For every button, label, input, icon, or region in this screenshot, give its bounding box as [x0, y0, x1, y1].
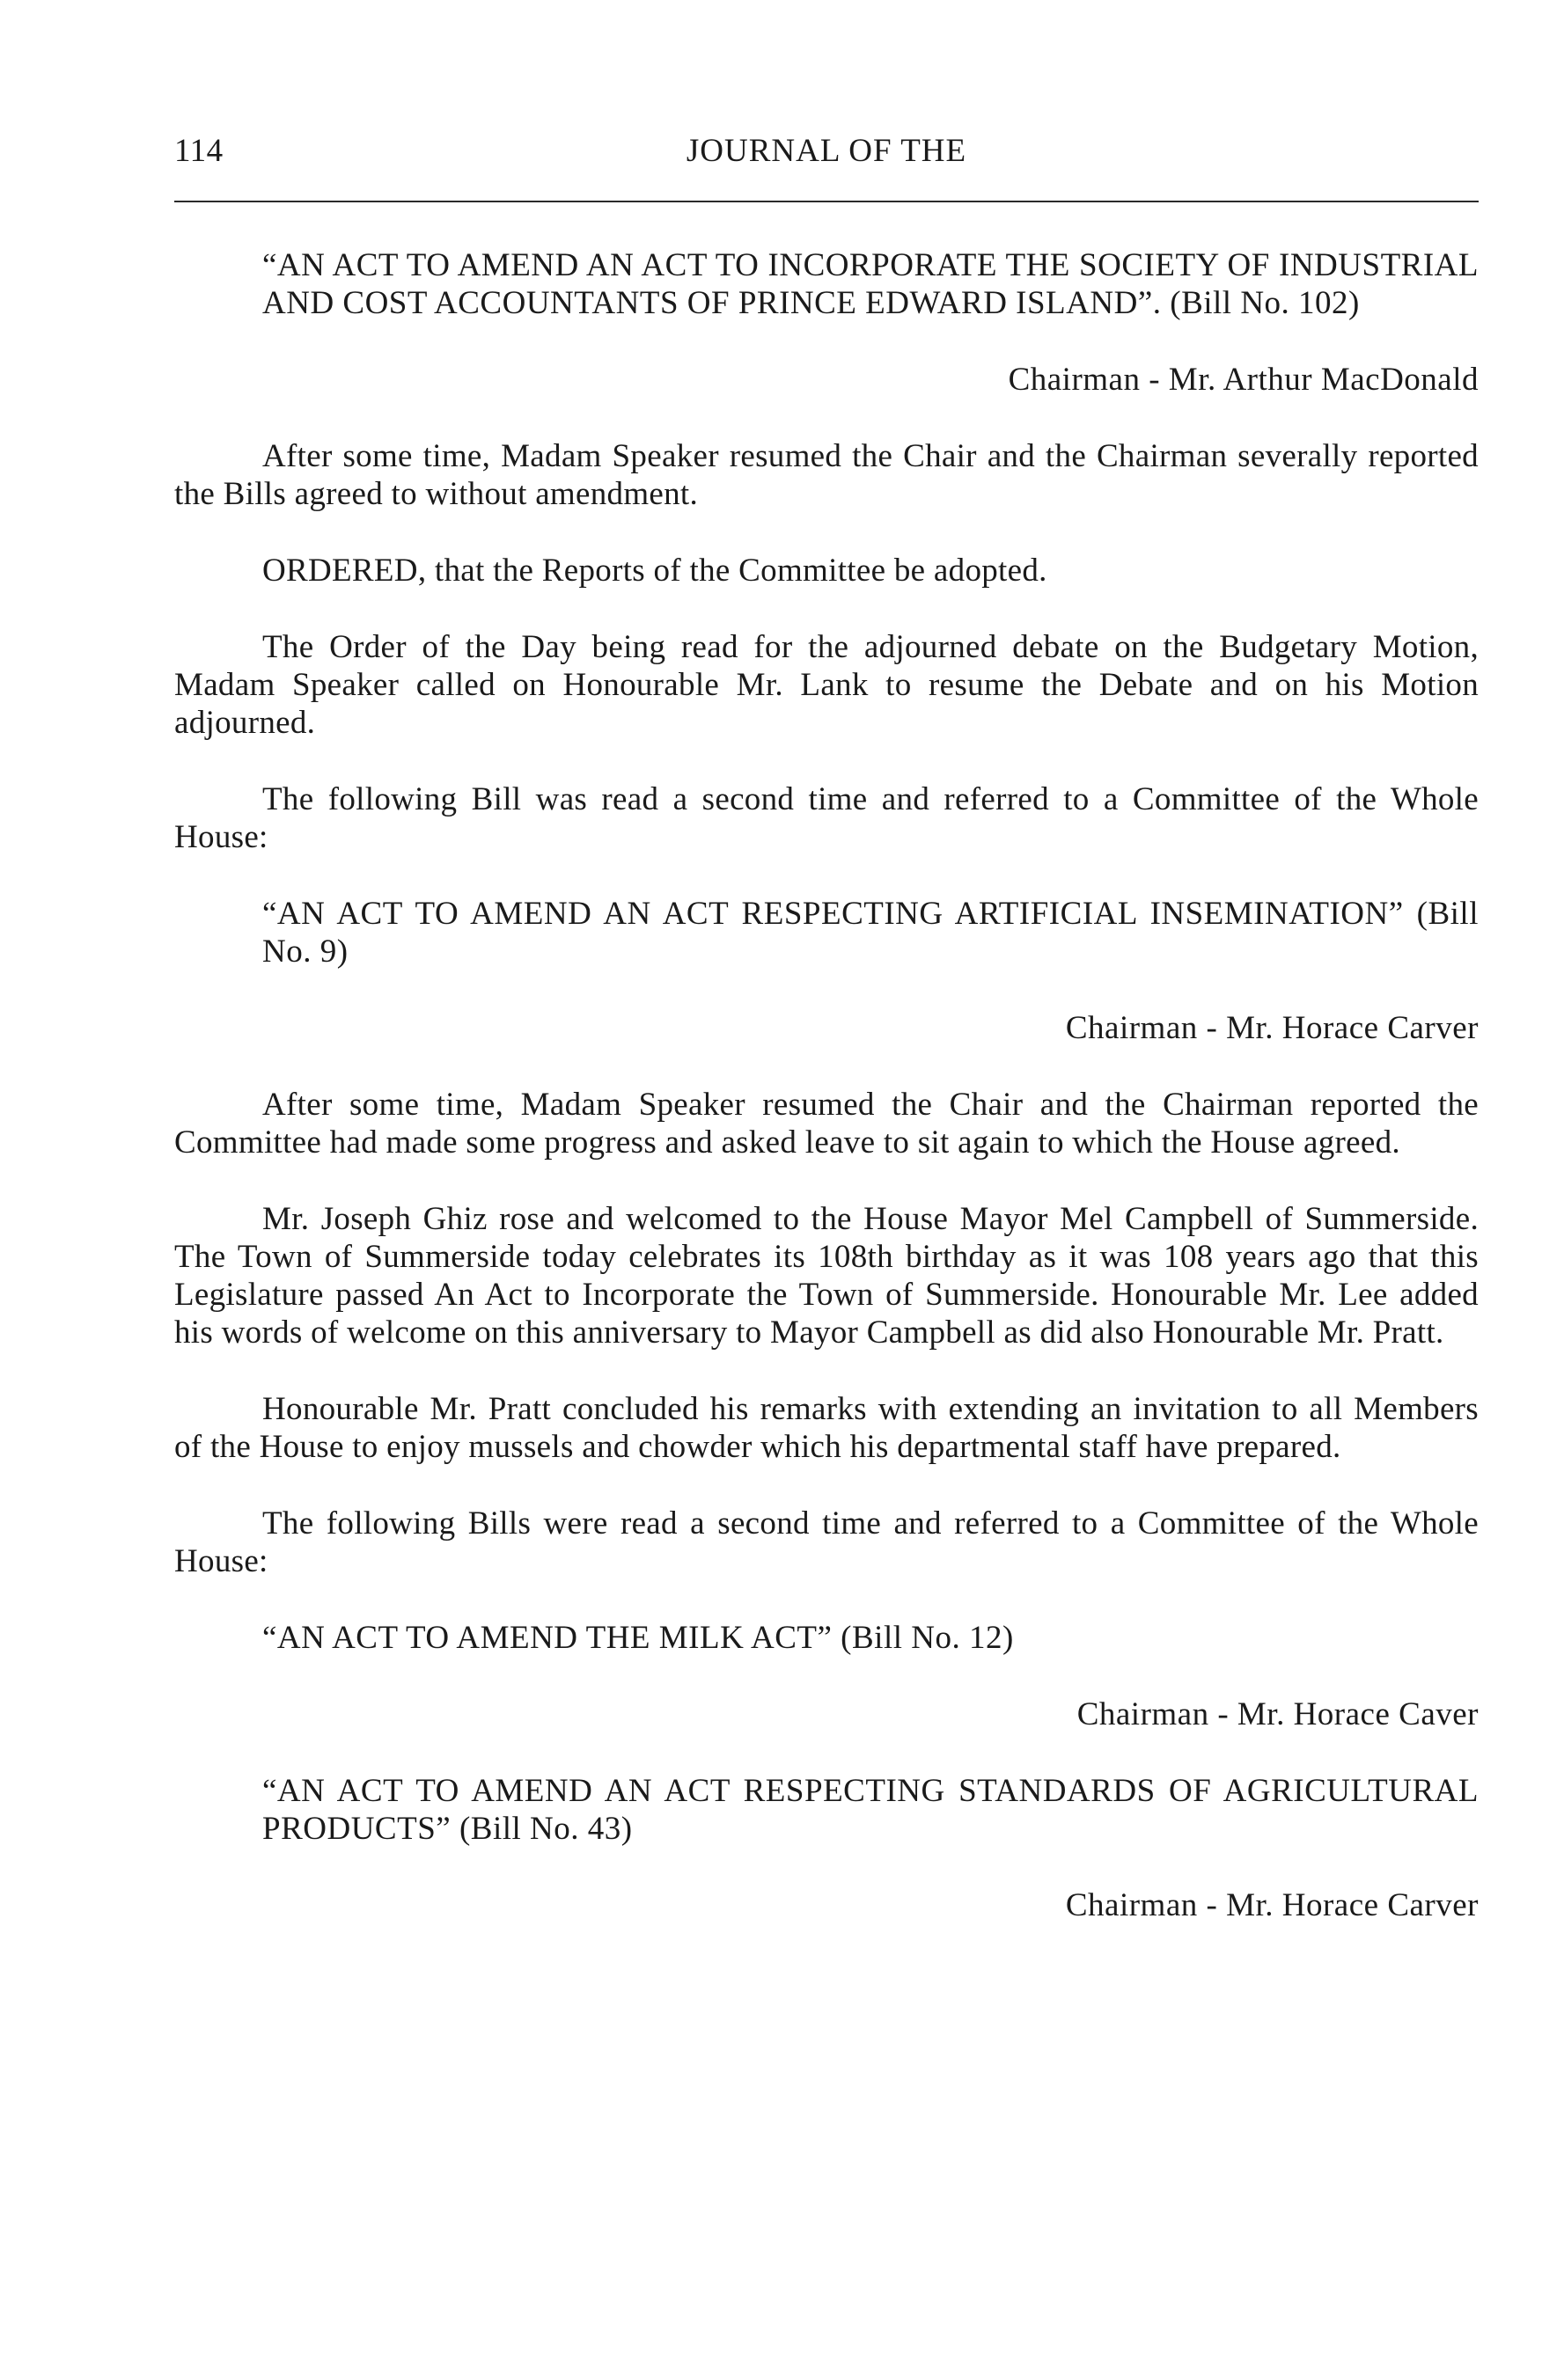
paragraph: The Order of the Day being read for the adjourned debate on the Budgetary Motion, Madam Speaker called on Honourable Mr. Lank to resume the Debate and on his Motion adjourned. — [174, 629, 1479, 741]
paragraph: After some time, Madam Speaker resumed the Chair and the Chairman reported the Committee had made some progress and asked leave to sit again to which the House agreed. — [174, 1087, 1479, 1161]
bill-title: “AN ACT TO AMEND AN ACT TO INCORPORATE THE SOCIETY OF INDUSTRIAL AND COST ACCOUNTANTS OF PRINCE EDWARD ISLAND”. (Bill No. 102) — [262, 247, 1479, 321]
paragraph: Mr. Joseph Ghiz rose and welcomed to the House Mayor Mel Campbell of Summerside. The Town of Summerside today celebrates its 108th birthday as it was 108 years ago that this Legislature passed An Act to Incorporate the Town of Summerside. Honourable Mr. Lee added his words of welcome on this anniversary to Mayor Campbell as did also Honourable Mr. Pratt. — [174, 1201, 1479, 1351]
running-head: JOURNAL OF THE — [686, 133, 967, 169]
chairman-line: Chairman - Mr. Horace Caver — [1076, 1696, 1479, 1732]
chairman-line: Chairman - Mr. Horace Carver — [1065, 1887, 1479, 1923]
paragraph: The following Bill was read a second time and referred to a Committee of the Whole House: — [174, 781, 1479, 855]
paragraph: The following Bills were read a second time and referred to a Committee of the Whole House: — [174, 1505, 1479, 1579]
chairman-line: Chairman - Mr. Arthur MacDonald — [1008, 362, 1479, 398]
bill-title: “AN ACT TO AMEND AN ACT RESPECTING STANDARDS OF AGRICULTURAL PRODUCTS” (Bill No. 43) — [262, 1773, 1479, 1847]
page-number: 114 — [174, 133, 224, 169]
paragraph: After some time, Madam Speaker resumed the Chair and the Chairman severally reported the Bills agreed to without amendment. — [174, 438, 1479, 512]
page-header — [174, 132, 1479, 181]
paragraph: Honourable Mr. Pratt concluded his remarks with extending an invitation to all Members of the House to enjoy mussels and chowder which his departmental staff have prepared. — [174, 1391, 1479, 1465]
header-rule — [174, 201, 1479, 202]
journal-page — [174, 132, 1479, 1924]
journal-body — [174, 246, 1479, 1924]
bill-title: “AN ACT TO AMEND AN ACT RESPECTING ARTIFICIAL INSEMINATION” (Bill No. 9) — [262, 896, 1479, 970]
chairman-line: Chairman - Mr. Horace Carver — [1065, 1010, 1479, 1046]
bill-title: “AN ACT TO AMEND THE MILK ACT” (Bill No. 12) — [262, 1620, 1014, 1656]
ordered-motion: ORDERED, that the Reports of the Committee be adopted. — [262, 553, 1047, 589]
